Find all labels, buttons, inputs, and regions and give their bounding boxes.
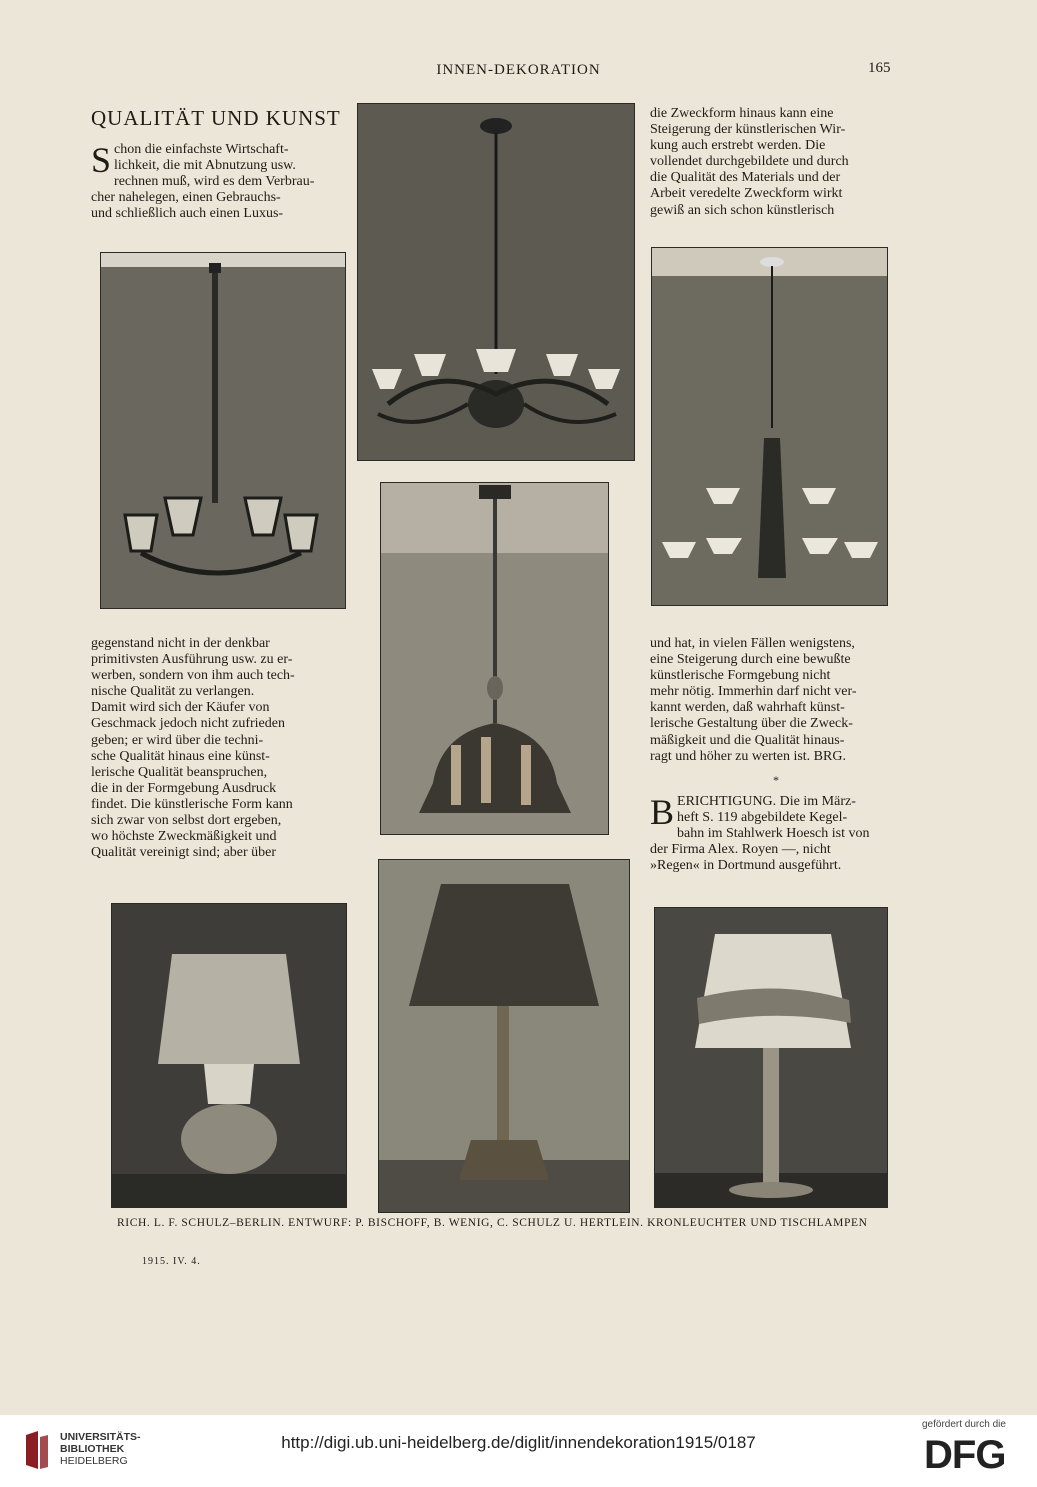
- text-line: nische Qualität zu verlangen.: [91, 684, 255, 700]
- text-line: lerische Qualität beanspruchen,: [91, 764, 268, 780]
- text-column-left-bottom: [91, 636, 345, 861]
- table-lamp-illustration: [655, 908, 887, 1207]
- text-line: bahn im Stahlwerk Hoesch ist von: [677, 826, 870, 842]
- chandelier-illustration: [101, 253, 345, 608]
- text-line: ragt und höher zu werten ist. BRG.: [650, 748, 846, 764]
- photo-table-lamp-left: [111, 903, 347, 1208]
- text-line: die Qualität des Materials und der: [650, 170, 841, 186]
- text-line: heft S. 119 abgebildete Kegel-: [677, 810, 848, 826]
- digitization-footer: [0, 1415, 1037, 1487]
- text-line: lerische Gestaltung über die Zweck-: [650, 716, 853, 732]
- drop-cap: S: [91, 140, 112, 180]
- text-line: chon die einfachste Wirtschaft-: [114, 142, 289, 157]
- page-number: 165: [868, 60, 891, 76]
- section-separator: *: [773, 773, 779, 787]
- chandelier-illustration: [652, 248, 887, 605]
- text-line: Qualität vereinigt sind; aber über: [91, 845, 277, 861]
- text-line: Steigerung der künstlerischen Wir-: [650, 122, 846, 138]
- text-line: Damit wird sich der Käufer von: [91, 700, 270, 716]
- table-lamp-illustration: [112, 904, 346, 1207]
- text-line: mäßigkeit und die Qualität hinaus-: [650, 732, 845, 748]
- text-line: die in der Formgebung Ausdruck: [91, 780, 277, 796]
- text-line: sche Qualität hinaus eine künst-: [91, 748, 270, 764]
- photo-chandelier-left: [100, 252, 346, 609]
- article-title: QUALITÄT UND KUNST: [91, 106, 341, 130]
- text-line: der Firma Alex. Royen —, nicht: [650, 842, 831, 858]
- volume-mark: 1915. IV. 4.: [142, 1256, 201, 1267]
- text-line: die Zweckform hinaus kann eine: [650, 106, 834, 121]
- text-line: gewiß an sich schon künstlerisch: [650, 202, 835, 218]
- source-url[interactable]: http://digi.ub.uni-heidelberg.de/diglit/innendekoration1915/0187: [281, 1433, 756, 1452]
- text-line: eine Steigerung durch eine bewußte: [650, 652, 851, 668]
- text-line: kung auch erstrebt werden. Die: [650, 138, 826, 154]
- text-line: findet. Die künstlerische Form kann: [91, 796, 293, 812]
- text-line: rechnen muß, wird es dem Verbrau-: [114, 174, 315, 190]
- text-line: künstlerische Formgebung nicht: [650, 668, 831, 684]
- text-column-right-bottom: [650, 636, 901, 765]
- text-line: gegenstand nicht in der denkbar: [91, 636, 270, 651]
- text-line: vollendet durchgebildete und durch: [650, 154, 849, 170]
- text-line: cher nahelegen, einen Gebrauchs-: [91, 190, 281, 206]
- text-line: mehr nötig. Immerhin darf nicht ver-: [650, 684, 857, 700]
- text-line: ERICHTIGUNG. Die im März-: [677, 794, 856, 809]
- running-header: INNEN-DEKORATION: [436, 62, 601, 78]
- text-line: Arbeit veredelte Zweckform wirkt: [650, 186, 843, 202]
- text-line: geben; er wird über die techni-: [91, 732, 264, 748]
- dfg-logo: DFG: [924, 1433, 1006, 1477]
- text-line: lichkeit, die mit Abnutzung usw.: [114, 158, 296, 174]
- table-lamp-illustration: [379, 860, 629, 1212]
- text-line: und hat, in vielen Fällen wenigstens,: [650, 636, 855, 651]
- photo-pendant-lamp: [380, 482, 609, 835]
- photo-table-lamp-right: [654, 907, 888, 1208]
- text-line: Geschmack jedoch nicht zufrieden: [91, 716, 285, 732]
- pendant-lamp-illustration: [381, 483, 608, 834]
- text-line: »Regen« in Dortmund ausgeführt.: [650, 858, 842, 874]
- text-line: und schließlich auch einen Luxus-: [91, 206, 284, 222]
- text-line: primitivsten Ausführung usw. zu er-: [91, 652, 293, 668]
- text-line: werben, sondern von ihm auch tech-: [91, 668, 295, 684]
- figure-caption: RICH. L. F. SCHULZ–BERLIN. ENTWURF: P. BISCHOFF, B. WENIG, C. SCHULZ U. HERTLEIN. KRONLEUCHTER UND TISCHLAMPEN: [117, 1217, 868, 1229]
- text-line: sich zwar von selbst dort ergeben,: [91, 813, 282, 829]
- photo-chandelier-center-top: [357, 103, 635, 461]
- text-column-right-top: [650, 106, 898, 219]
- correction-notice: [650, 794, 901, 874]
- text-line: wo höchste Zweckmäßigkeit und: [91, 829, 277, 845]
- drop-cap: B: [650, 792, 675, 832]
- text-line: kannt werden, daß wahrhaft künst-: [650, 700, 845, 716]
- chandelier-illustration: [358, 104, 634, 460]
- library-name: UNIVERSITÄTS- BIBLIOTHEK HEIDELBERG: [60, 1431, 141, 1467]
- text-column-left-top: [91, 142, 343, 222]
- photo-table-lamp-center: [378, 859, 630, 1213]
- photo-chandelier-right: [651, 247, 888, 606]
- funding-note: gefördert durch die: [922, 1419, 1006, 1430]
